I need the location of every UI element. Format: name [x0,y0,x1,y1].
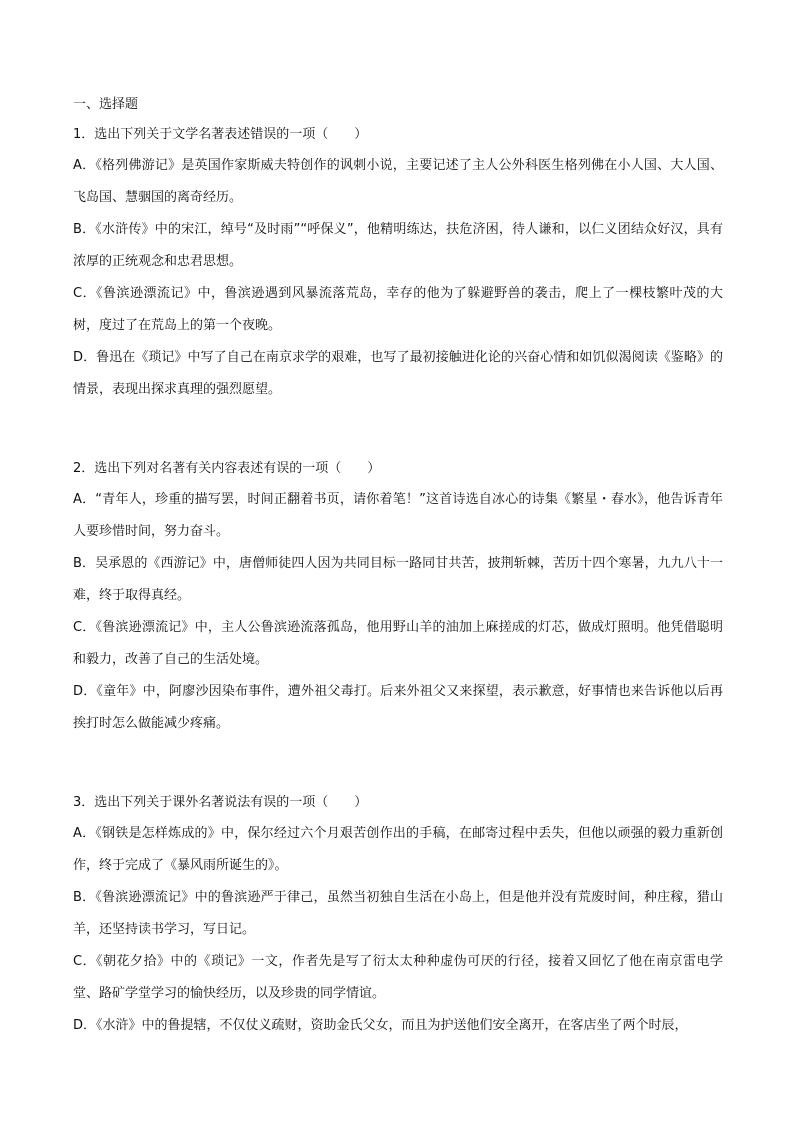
option-d: D．《水浒》中的鲁提辖，不仅仗义疏财，资助金氏父女，而且为护送他们安全离开，在客店坐了两个时辰， [73,1018,688,1033]
option-b: B．《水浒传》中的宋江，绰号“及时雨”“呼保义”，他精明练达，扶危济困，待人谦和，以仁义团结众好汉，具有浓厚的正统观念和忠君思想。 [73,222,723,269]
question-2 [73,454,723,740]
question-stem: 1．选出下列关于文学名著表述错误的一项（ ） [73,127,368,142]
document-content [73,90,723,1042]
question-spacer [73,406,723,454]
option-a: A．《钢铁是怎样炼成的》中，保尔经过六个月艰苦创作出的手稿，在邮寄过程中丢失，但他以顽强的毅力重新创作，终于完成了《暴风雨所诞生的》。 [73,826,723,873]
option-c: C．《朝花夕拾》中的《琐记》一文，作者先是写了衍太太种种虚伪可厌的行径，接着又回忆了他在南京雷电学堂、路矿学堂学习的愉快经历，以及珍贵的同学情谊。 [73,954,723,1001]
question-stem: 2．选出下列对名著有关内容表述有误的一项（ ） [73,461,381,476]
option-b: B．吴承恩的《西游记》中，唐僧师徒四人因为共同目标一路同甘共苦，披荆斩棘，苦历十四个寒暑，九九八十一难，终于取得真经。 [73,556,723,603]
option-b: B．《鲁滨逊漂流记》中的鲁滨逊严于律己，虽然当初独自生活在小岛上，但是他并没有荒废时间，种庄稼，猎山羊，还坚持读书学习，写日记。 [73,890,723,937]
option-a: A．《格列佛游记》是英国作家斯威夫特创作的讽刺小说，主要记述了主人公外科医生格列佛在小人国、大人国、飞岛国、慧骃国的离奇经历。 [73,158,723,205]
question-spacer [73,740,723,788]
question-3 [73,788,723,1042]
option-d: D．鲁迅在《琐记》中写了自己在南京求学的艰难，也写了最初接触进化论的兴奋心情和如饥似渴阅读《鉴略》的情景，表现出探求真理的强烈愿望。 [73,350,723,397]
option-c: C．《鲁滨逊漂流记》中，鲁滨逊遇到风暴流落荒岛，幸存的他为了躲避野兽的袭击，爬上了一棵枝繁叶茂的大树，度过了在荒岛上的第一个夜晚。 [73,286,723,333]
option-d: D．《童年》中，阿廖沙因染布事件，遭外祖父毒打。后来外祖父又来探望，表示歉意，好事情也来告诉他以后再挨打时怎么做能减少疼痛。 [73,684,723,731]
option-c: C．《鲁滨逊漂流记》中，主人公鲁滨逊流落孤岛，他用野山羊的油加上麻搓成的灯芯，做成灯照明。他凭借聪明和毅力，改善了自己的生活处境。 [73,620,723,667]
option-a: A．“青年人，珍重的描写罢，时间正翻着书页，请你着笔！”这首诗选自冰心的诗集《繁星・春水》，他告诉青年人要珍惜时间，努力奋斗。 [73,492,723,539]
question-stem: 3．选出下列关于课外名著说法有误的一项（ ） [73,795,368,810]
question-1 [73,120,723,406]
section-title: 一、选择题 [73,97,139,112]
